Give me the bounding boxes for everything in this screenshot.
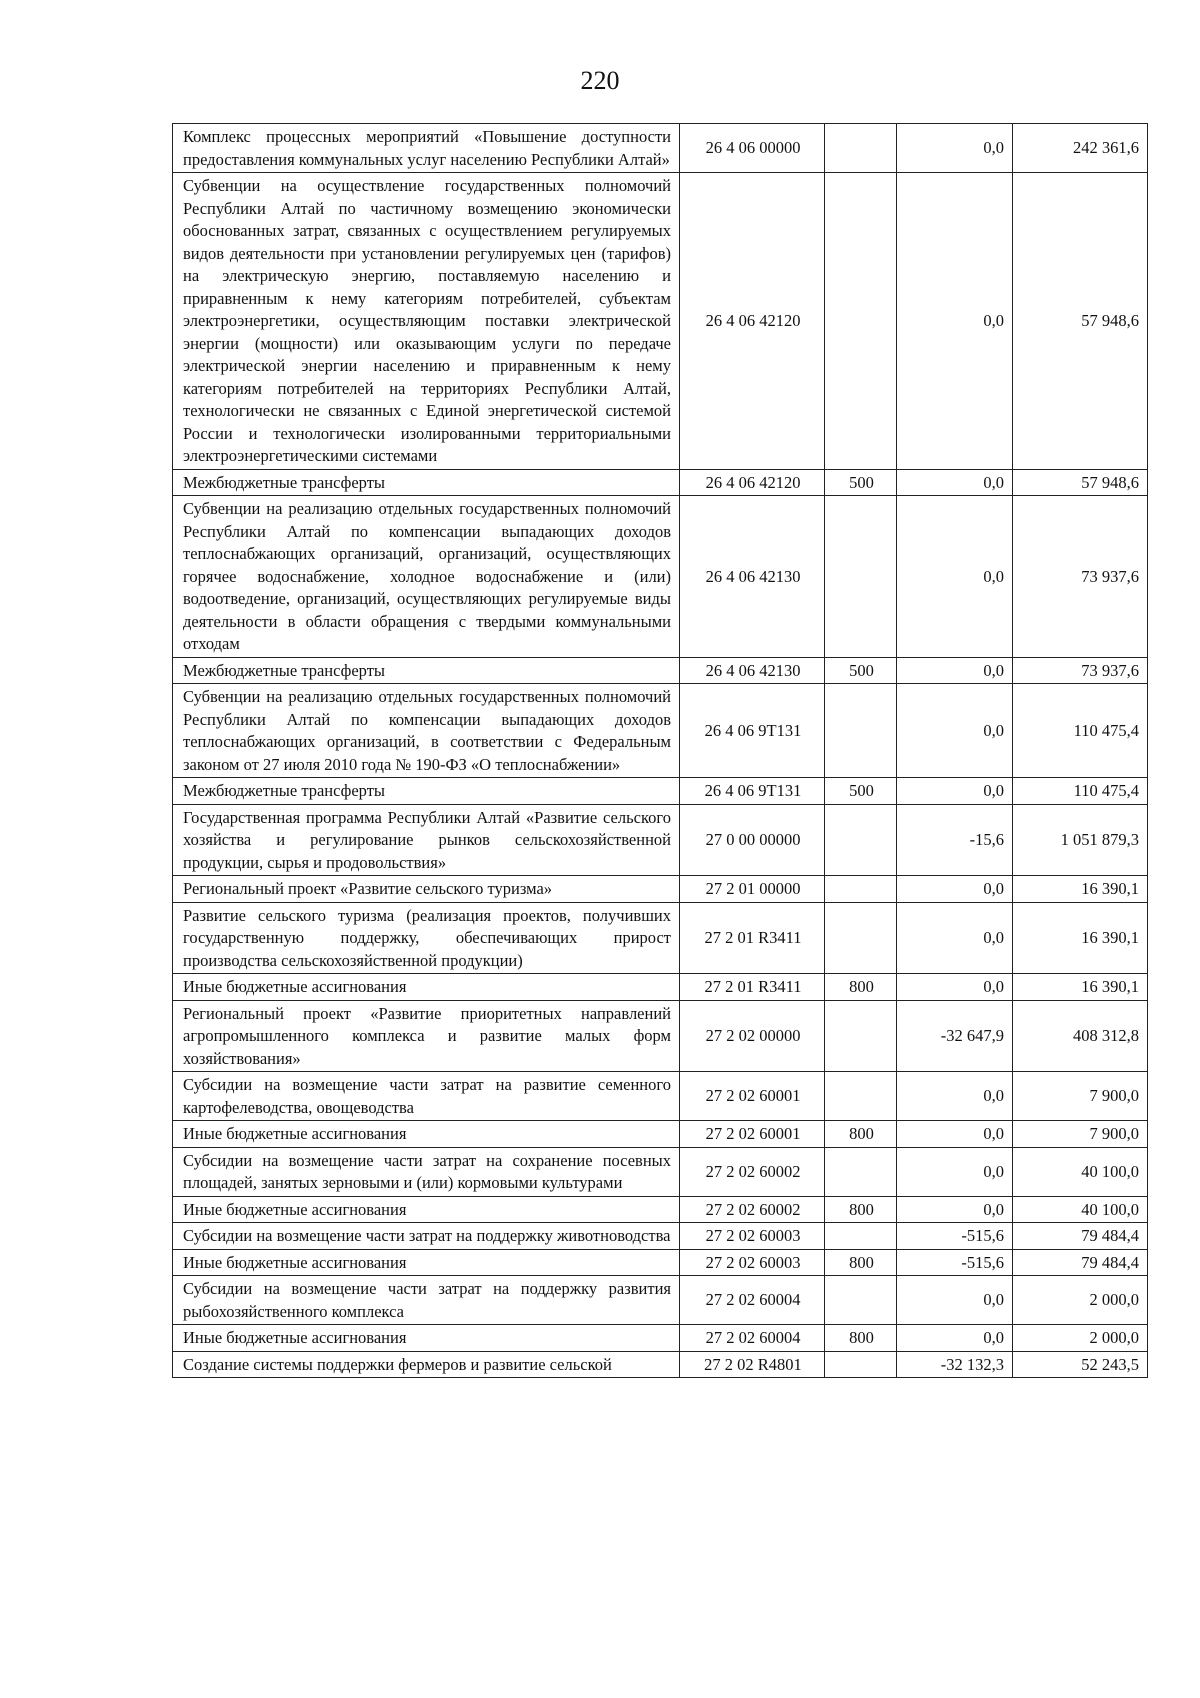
expense-type-cell [825,1276,897,1325]
change-amount-cell: 0,0 [897,902,1013,974]
total-amount-cell: 7 900,0 [1013,1121,1148,1148]
change-amount-cell: 0,0 [897,469,1013,496]
target-code-cell: 26 4 06 42130 [680,657,825,684]
expense-name-cell: Субвенции на реализацию отдельных государственных полномочий Республики Алтай по компенсации выпадающих доходов теплоснабжающих организаций, организаций, осуществляющих горячее водоснабжение, холодное водоснабжение и (или) водоотведение, организаций, осуществляющих регулируемые виды деятельности в области обращения с твердыми коммунальными отходам [173,496,680,658]
expense-type-cell [825,1072,897,1121]
expense-type-cell [825,1223,897,1250]
change-amount-cell: 0,0 [897,1121,1013,1148]
target-code-cell: 27 2 02 60004 [680,1325,825,1352]
change-amount-cell: 0,0 [897,1325,1013,1352]
expense-name-cell: Иные бюджетные ассигнования [173,1196,680,1223]
expense-type-cell [825,1351,897,1378]
expense-name-cell: Региональный проект «Развитие приоритетных направлений агропромышленного комплекса и развитие малых форм хозяйствования» [173,1000,680,1072]
total-amount-cell: 73 937,6 [1013,496,1148,658]
change-amount-cell: 0,0 [897,173,1013,470]
expense-name-cell: Субсидии на возмещение части затрат на поддержку развития рыбохозяйственного комплекса [173,1276,680,1325]
total-amount-cell: 16 390,1 [1013,876,1148,903]
table-row [173,1325,1148,1352]
table-row [173,1223,1148,1250]
change-amount-cell: 0,0 [897,876,1013,903]
expense-name-cell: Субсидии на возмещение части затрат на развитие семенного картофелеводства, овощеводства [173,1072,680,1121]
change-amount-cell: 0,0 [897,1147,1013,1196]
target-code-cell: 27 2 02 R4801 [680,1351,825,1378]
total-amount-cell: 73 937,6 [1013,657,1148,684]
expense-name-cell: Субсидии на возмещение части затрат на поддержку животноводства [173,1223,680,1250]
target-code-cell: 27 2 02 00000 [680,1000,825,1072]
target-code-cell: 27 2 02 60003 [680,1249,825,1276]
table-row [173,974,1148,1001]
target-code-cell: 27 2 02 60002 [680,1147,825,1196]
table-row [173,1147,1148,1196]
target-code-cell: 26 4 06 42120 [680,469,825,496]
expense-name-cell: Комплекс процессных мероприятий «Повышение доступности предоставления коммунальных услуг населению Республики Алтай» [173,124,680,173]
expense-type-cell: 500 [825,778,897,805]
table-row [173,469,1148,496]
change-amount-cell: -15,6 [897,804,1013,876]
target-code-cell: 26 4 06 9Т131 [680,778,825,805]
expense-type-cell [825,1000,897,1072]
change-amount-cell: -32 647,9 [897,1000,1013,1072]
expense-type-cell: 500 [825,469,897,496]
change-amount-cell: -515,6 [897,1249,1013,1276]
total-amount-cell: 57 948,6 [1013,173,1148,470]
expense-type-cell: 800 [825,1249,897,1276]
target-code-cell: 27 2 02 60003 [680,1223,825,1250]
expense-name-cell: Иные бюджетные ассигнования [173,1249,680,1276]
change-amount-cell: 0,0 [897,1276,1013,1325]
target-code-cell: 27 0 00 00000 [680,804,825,876]
expense-name-cell: Государственная программа Республики Алтай «Развитие сельского хозяйства и регулирование рынков сельскохозяйственной продукции, сырья и продовольствия» [173,804,680,876]
expense-type-cell: 500 [825,657,897,684]
expense-type-cell [825,804,897,876]
expense-name-cell: Субсидии на возмещение части затрат на сохранение посевных площадей, занятых зерновыми и (или) кормовыми культурами [173,1147,680,1196]
change-amount-cell: 0,0 [897,684,1013,778]
total-amount-cell: 2 000,0 [1013,1325,1148,1352]
expense-name-cell: Иные бюджетные ассигнования [173,1121,680,1148]
expense-name-cell: Межбюджетные трансферты [173,469,680,496]
total-amount-cell: 242 361,6 [1013,124,1148,173]
table-row [173,1121,1148,1148]
change-amount-cell: 0,0 [897,1072,1013,1121]
expense-name-cell: Межбюджетные трансферты [173,778,680,805]
expense-name-cell: Иные бюджетные ассигнования [173,974,680,1001]
expense-type-cell [825,1147,897,1196]
table-row [173,496,1148,658]
expense-type-cell: 800 [825,1196,897,1223]
total-amount-cell: 16 390,1 [1013,902,1148,974]
change-amount-cell: 0,0 [897,657,1013,684]
expense-name-cell: Развитие сельского туризма (реализация проектов, получивших государственную поддержку, обеспечивающих прирост производства сельскохозяйственной продукции) [173,902,680,974]
expense-name-cell: Субвенции на осуществление государственных полномочий Республики Алтай по частичному возмещению экономически обоснованных затрат, связанных с осуществлением регулируемых видов деятельности при установлении регулируемых цен (тарифов) на электрическую энергию, поставляемую населению и приравненным к нему категориям потребителей, субъектам электроэнергетики, осуществляющим поставки электрической энергии (мощности) или оказывающим услуги по передаче электрической энергии населению и приравненным к нему категориям потребителей на территориях Республики Алтай, технологически не связанных с Единой энергетической системой России и технологически изолированными территориальными электроэнергетическими системами [173,173,680,470]
change-amount-cell: 0,0 [897,974,1013,1001]
change-amount-cell: 0,0 [897,1196,1013,1223]
expense-type-cell [825,876,897,903]
expense-name-cell: Региональный проект «Развитие сельского туризма» [173,876,680,903]
table-row [173,1276,1148,1325]
table-row [173,684,1148,778]
table-row [173,1196,1148,1223]
target-code-cell: 27 2 01 R3411 [680,974,825,1001]
change-amount-cell: 0,0 [897,496,1013,658]
expense-type-cell: 800 [825,974,897,1001]
expense-type-cell [825,684,897,778]
total-amount-cell: 57 948,6 [1013,469,1148,496]
table-row [173,173,1148,470]
change-amount-cell: 0,0 [897,124,1013,173]
table-row [173,1000,1148,1072]
expense-name-cell: Межбюджетные трансферты [173,657,680,684]
total-amount-cell: 16 390,1 [1013,974,1148,1001]
target-code-cell: 26 4 06 9Т131 [680,684,825,778]
total-amount-cell: 40 100,0 [1013,1196,1148,1223]
expense-name-cell: Иные бюджетные ассигнования [173,1325,680,1352]
total-amount-cell: 408 312,8 [1013,1000,1148,1072]
expense-type-cell [825,124,897,173]
total-amount-cell: 40 100,0 [1013,1147,1148,1196]
table-row [173,124,1148,173]
change-amount-cell: -32 132,3 [897,1351,1013,1378]
page-number: 220 [580,66,620,95]
expense-type-cell [825,902,897,974]
total-amount-cell: 79 484,4 [1013,1249,1148,1276]
total-amount-cell: 7 900,0 [1013,1072,1148,1121]
table-row [173,657,1148,684]
target-code-cell: 26 4 06 42120 [680,173,825,470]
total-amount-cell: 110 475,4 [1013,778,1148,805]
total-amount-cell: 79 484,4 [1013,1223,1148,1250]
total-amount-cell: 52 243,5 [1013,1351,1148,1378]
change-amount-cell: -515,6 [897,1223,1013,1250]
target-code-cell: 27 2 01 00000 [680,876,825,903]
target-code-cell: 27 2 02 60004 [680,1276,825,1325]
target-code-cell: 27 2 02 60002 [680,1196,825,1223]
change-amount-cell: 0,0 [897,778,1013,805]
total-amount-cell: 1 051 879,3 [1013,804,1148,876]
expense-name-cell: Субвенции на реализацию отдельных государственных полномочий Республики Алтай по компенсации выпадающих доходов теплоснабжающих организаций, в соответствии с Федеральным законом от 27 июля 2010 года № 190-ФЗ «О теплоснабжении» [173,684,680,778]
expense-name-cell: Создание системы поддержки фермеров и развитие сельской [173,1351,680,1378]
target-code-cell: 27 2 02 60001 [680,1072,825,1121]
table-row [173,804,1148,876]
budget-table [172,123,1148,1378]
table-row [173,876,1148,903]
target-code-cell: 27 2 01 R3411 [680,902,825,974]
budget-table-body [173,124,1148,1378]
table-row [173,778,1148,805]
target-code-cell: 27 2 02 60001 [680,1121,825,1148]
expense-type-cell: 800 [825,1325,897,1352]
table-row [173,902,1148,974]
target-code-cell: 26 4 06 42130 [680,496,825,658]
total-amount-cell: 2 000,0 [1013,1276,1148,1325]
expense-type-cell [825,496,897,658]
table-row [173,1072,1148,1121]
expense-type-cell: 800 [825,1121,897,1148]
target-code-cell: 26 4 06 00000 [680,124,825,173]
expense-type-cell [825,173,897,470]
table-row [173,1249,1148,1276]
total-amount-cell: 110 475,4 [1013,684,1148,778]
table-row [173,1351,1148,1378]
